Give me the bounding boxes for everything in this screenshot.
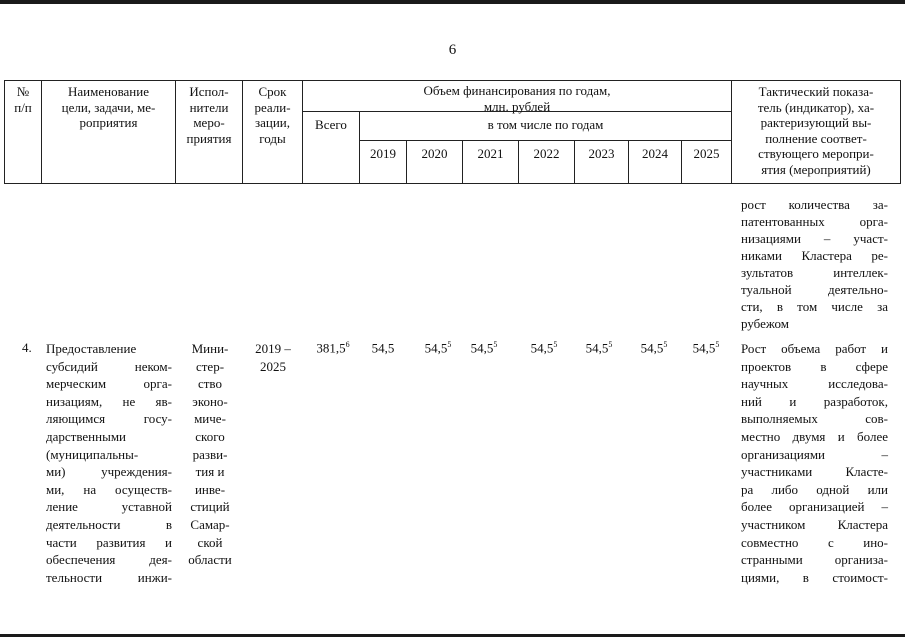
continuation-indicator-text: рост количества за- патентованных орга- низациями – участ- никами Кластера ре- зультатов интеллек- туальной деятельно- сти, в том числе за рубежом xyxy=(741,197,888,331)
header-year-2025: 2025 xyxy=(693,146,720,161)
header-by-years: в том числе по годам xyxy=(487,117,604,132)
header-num: № п/п xyxy=(14,84,32,115)
footnote-mark: 5 xyxy=(493,340,498,349)
header-total: Всего xyxy=(315,117,347,132)
footnote-mark: 5 xyxy=(608,340,613,349)
row-executors: Мини- стер- ство эконо- миче- ского разви- тия и инве- стиций Самар- ской области xyxy=(188,341,232,568)
footnote-mark: 5 xyxy=(447,340,452,349)
footnote-mark: 6 xyxy=(345,340,350,349)
header-period: Срок реали- зации, годы xyxy=(254,84,291,146)
row-number: 4. xyxy=(22,340,32,355)
header-year-2021: 2021 xyxy=(477,146,504,161)
top-border xyxy=(0,0,905,4)
header-year-2020: 2020 xyxy=(421,146,448,161)
header-funding: Объем финансирования по годам, млн. рублей xyxy=(423,83,611,114)
page-number: 6 xyxy=(448,42,457,58)
row-indicator-text: Рост объема работ и проектов в сфере научных исследова- ний и разработок, выполняемых сов- местно двумя и более организациями – участниками Класте- ра либо одной или более организацией – участником Кластера совместно с ино- странными организа- циями, в стоимост- xyxy=(741,341,888,585)
header-indicator: Тактический показа- тель (индикатор), ха- рактеризующий вы- полнение соответ- ствующего меропри- ятия (мероприятий) xyxy=(757,84,875,177)
footnote-mark: 5 xyxy=(553,340,558,349)
row-period: 2019 – 2025 xyxy=(255,341,291,374)
header-year-2023: 2023 xyxy=(588,146,615,161)
row-total-value: 381,5$^6$ xyxy=(316,340,350,356)
row-value-2023: 54,5$^5$ xyxy=(585,340,613,356)
bottom-border xyxy=(0,634,905,637)
row-value-2019: 54,5 xyxy=(371,340,395,356)
header-goal: Наименование цели, задачи, ме- роприятия xyxy=(61,84,156,130)
row-value-2025: 54,5$^5$ xyxy=(692,340,720,356)
row-value-2020: 54,5$^5$ xyxy=(424,340,452,356)
footnote-mark: 5 xyxy=(663,340,668,349)
header-year-2022: 2022 xyxy=(533,146,560,161)
row-goal-text: Предоставление субсидий неком- мерческим орга- низациям, не яв- ляющимся госу- дарственными (муниципальны- ми) учреждения- ми, на осуществ- ление уставной деятельности в части развития и обеспечения дея- тельности инжи- xyxy=(46,341,172,585)
row-value-2022: 54,5$^5$ xyxy=(530,340,558,356)
header-year-2019: 2019 xyxy=(370,146,396,161)
header-executors: Испол- нители меро- приятия xyxy=(186,84,232,146)
row-value-2024: 54,5$^5$ xyxy=(640,340,668,356)
footnote-mark: 5 xyxy=(715,340,720,349)
row-value-2021: 54,5$^5$ xyxy=(470,340,498,356)
header-year-2024: 2024 xyxy=(642,146,668,161)
